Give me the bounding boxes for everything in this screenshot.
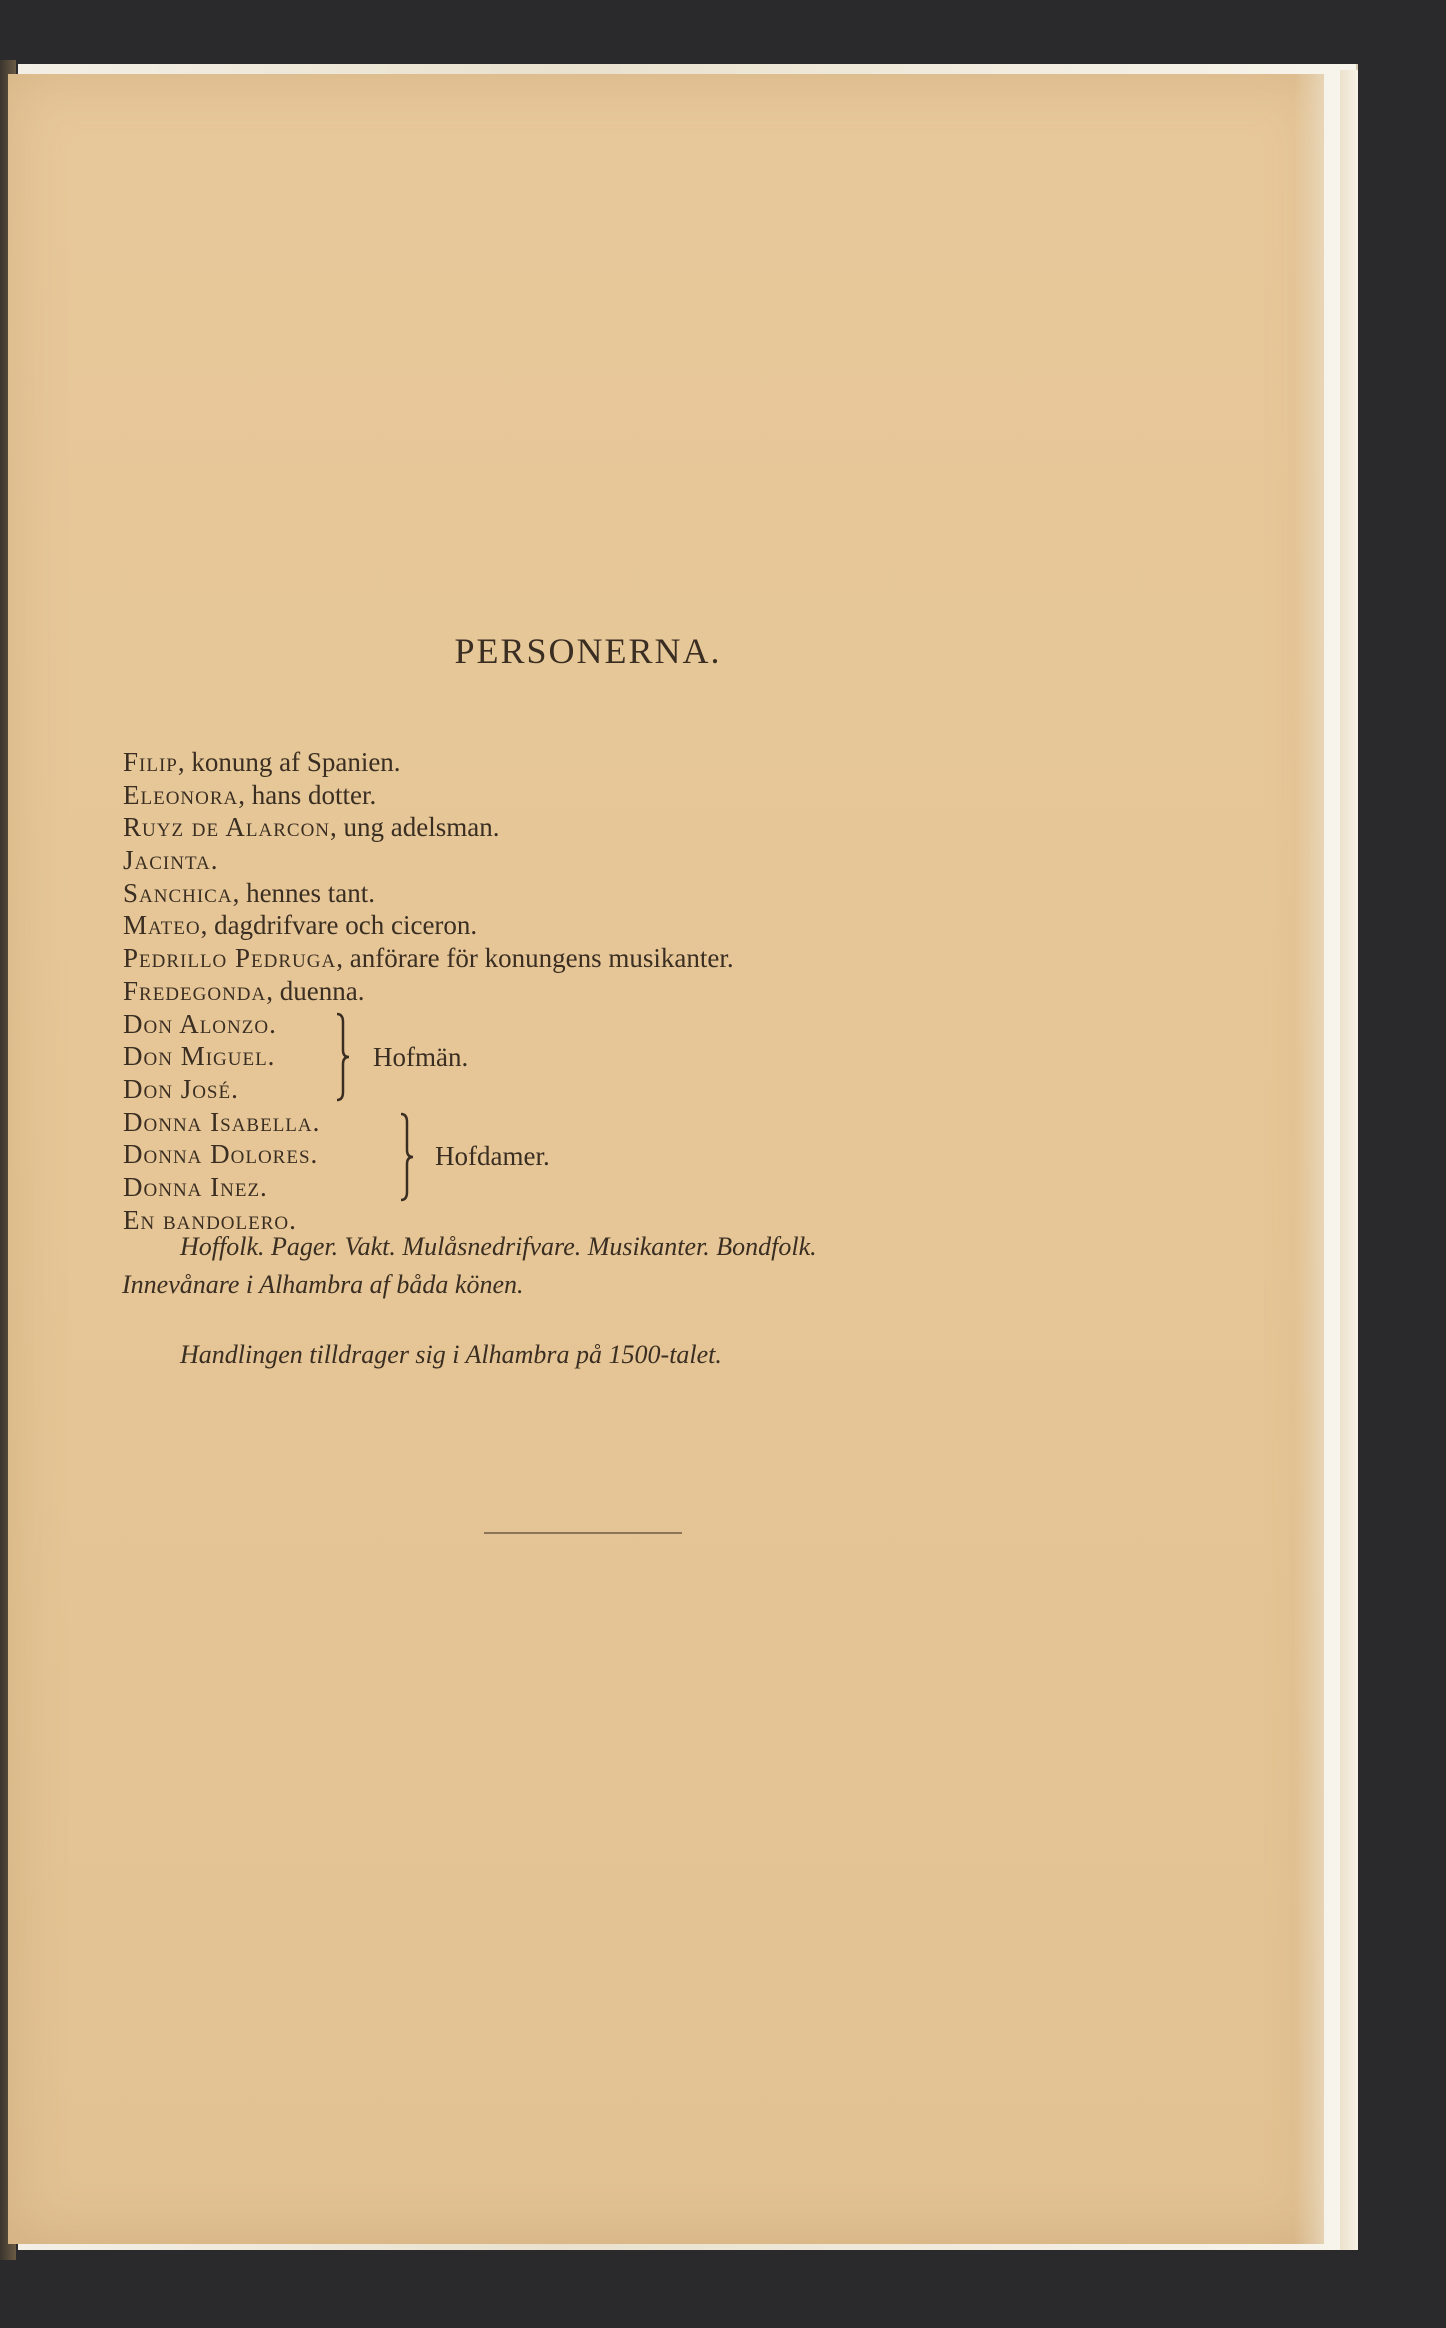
cast-list — [123, 746, 734, 1236]
character-desc: , hennes tant. — [232, 877, 376, 908]
character-desc: , anförare för konungens musikanter. — [336, 943, 734, 974]
character-name: Ruyz de Alarcon — [123, 812, 331, 843]
page-heading: PERSONERNA. — [454, 631, 722, 671]
cast-row — [123, 811, 734, 844]
courtiers-group — [123, 1008, 734, 1106]
book-page — [8, 74, 1324, 2244]
cast-row — [123, 877, 734, 910]
extras-line-1: Hoffolk. Pager. Vakt. Mulåsnedrifvare. Musikanter. Bondfolk. — [180, 1232, 817, 1261]
character-name: Eleonora — [123, 779, 239, 810]
brace-icon — [331, 1012, 355, 1102]
character-name: Mateo — [123, 910, 201, 941]
setting-note: Handlingen tilldrager sig i Alhambra på 1500-talet. — [180, 1340, 722, 1369]
page-edge — [1340, 70, 1358, 2250]
group-member: Don Alonzo. — [123, 1008, 277, 1039]
extras-line-2: Innevånare i Alhambra af båda könen. — [122, 1270, 524, 1299]
character-name: Pedrillo Pedruga — [123, 943, 337, 974]
ladies-group — [123, 1106, 734, 1204]
character-desc: , duenna. — [266, 975, 365, 1006]
cast-row — [123, 942, 734, 975]
cast-row — [123, 975, 734, 1008]
cast-row — [123, 844, 734, 877]
character-name: Filip — [123, 747, 178, 777]
cast-row — [123, 746, 734, 779]
character-desc: , dagdrifvare och ciceron. — [200, 910, 478, 941]
group-member: Donna Inez. — [123, 1171, 268, 1202]
group-member: Don José. — [123, 1073, 239, 1104]
cast-row: En bandolero. — [123, 1204, 297, 1235]
character-name: Jacinta — [123, 845, 211, 876]
character-desc: , ung adelsman. — [330, 812, 500, 843]
character-desc: , hans dotter. — [238, 779, 377, 810]
cast-row — [123, 909, 734, 942]
character-desc: , konung af Spanien. — [177, 747, 401, 777]
divider-rule — [484, 1532, 682, 1534]
cast-row — [123, 779, 734, 812]
group-member: Don Miguel. — [123, 1041, 276, 1072]
character-name: Fredegonda — [123, 975, 267, 1006]
character-name: Sanchica — [123, 877, 233, 908]
brace-icon — [395, 1112, 419, 1202]
group-label: Hofmän. — [373, 1041, 469, 1072]
character-desc: . — [210, 845, 218, 876]
group-member: Donna Dolores. — [123, 1139, 319, 1170]
group-member: Donna Isabella. — [123, 1106, 321, 1137]
group-label: Hofdamer. — [435, 1140, 550, 1171]
